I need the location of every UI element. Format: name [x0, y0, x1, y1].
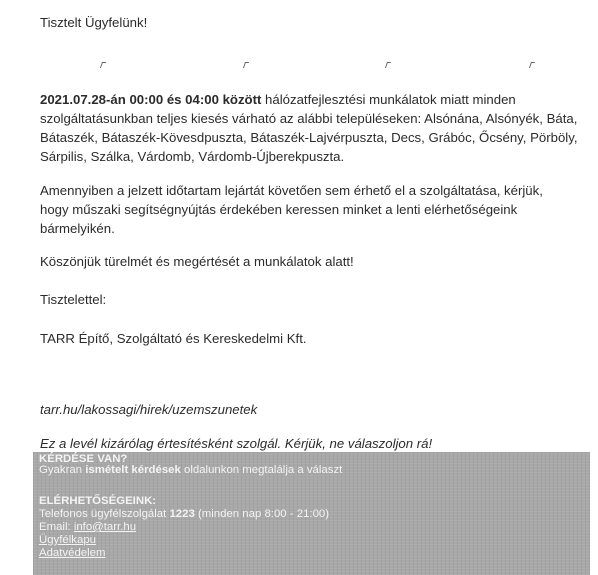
scan-mark [100, 62, 106, 68]
closing: Tisztelettel: [40, 292, 107, 307]
footer-contact-box [33, 452, 590, 575]
outage-time: 2021.07.28-án 00:00 és 04:00 között [40, 92, 262, 107]
footer-privacy-line [39, 548, 106, 560]
outage-details: hálózatfejlesztési munkálatok miatt minden szolgáltatásunkban teljes kiesés várható az alábbi településeken: Alsónána, Alsónyék, Báta, Bátaszék, Bátaszék-Kövesdpuszta, Bátaszék-Lajvérpuszta, Decs, Grábóc, Őcsény, Pörböly, Sárpilis, Szálka, Várdomb, Várdomb-Újberekpuszta. [40, 92, 578, 164]
support-paragraph: Amennyiben a jelzett időtartam lejártát követően sem érhető el a szolgáltatása, kérjük, hogy műszaki segítségnyújtás érdekében keressen minket a lenti elérhetőségeink bármelyikén. [40, 183, 543, 236]
faq-text-pre: Gyakran [39, 464, 86, 476]
scan-mark [529, 62, 535, 68]
news-url[interactable]: tarr.hu/lakossagi/hirek/uzemszunetek [40, 402, 258, 417]
scan-mark [385, 62, 391, 68]
scan-mark [243, 62, 249, 68]
faq-text-post: oldalunkon megtalálja a választ [180, 464, 343, 476]
email-label: Email: [39, 521, 74, 533]
no-reply-notice: Ez a levél kizárólag értesítésként szolgál. Kérjük, ne válaszoljon rá! [40, 436, 433, 451]
phone-hours: (minden nap 8:00 - 21:00) [194, 508, 330, 520]
footer-phone-line [39, 509, 329, 521]
outage-paragraph [40, 90, 580, 166]
customer-portal-link[interactable]: Ügyfélkapu [39, 534, 96, 546]
greeting: Tisztelt Ügyfelünk! [40, 15, 148, 30]
footer-email-line [39, 522, 136, 534]
footer-question-heading: KÉRDÉSE VAN? [39, 453, 128, 465]
footer-contacts-heading: ELÉRHETŐSÉGEINK: [39, 495, 157, 507]
faq-link[interactable]: ismételt kérdések [85, 464, 181, 476]
scan-marks [40, 62, 580, 72]
email-link[interactable]: info@tarr.hu [73, 521, 137, 533]
phone-number[interactable]: 1223 [169, 508, 195, 520]
company-name: TARR Építő, Szolgáltató és Kereskedelmi Kft. [40, 331, 307, 346]
phone-label: Telefonos ügyfélszolgálat [39, 508, 170, 520]
privacy-link[interactable]: Adatvédelem [39, 547, 106, 559]
footer-faq-line [39, 465, 342, 477]
thanks-paragraph: Köszönjük türelmét és megértését a munkálatok alatt! [40, 254, 354, 269]
footer-portal-line [39, 535, 96, 547]
